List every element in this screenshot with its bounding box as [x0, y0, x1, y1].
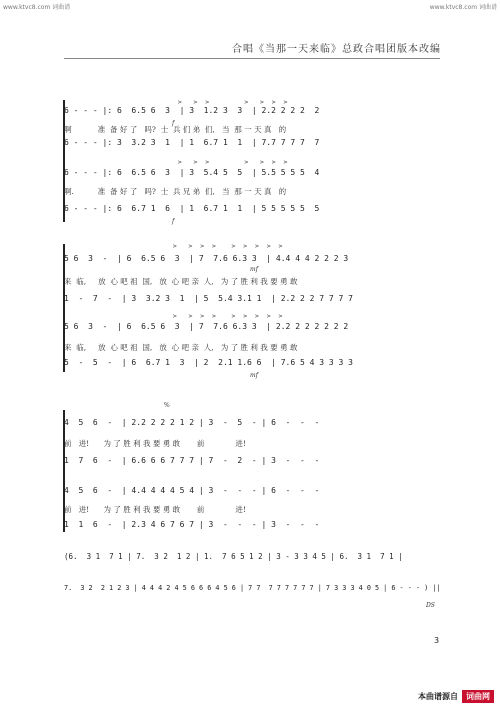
- lyric-row-2: 前 进! 为 了 胜 利 我 要 勇 敢 前 进!: [64, 505, 246, 514]
- page-number: 3: [434, 636, 440, 645]
- part-row-3: 5 6 3 - | 6 6.5 6 3 | 7 7.6 6.3 3 | 2.2 2 2 2 2 2 2: [64, 322, 349, 331]
- dynamic-mark: mf: [250, 266, 258, 273]
- interlude-row-1: (6. 3 1 7 1 | 7. 3 2 1 2 | 1. 7 6 5 1 2 | 3 - 3 3 4 5 | 6. 3 1 7 1 |: [64, 552, 403, 561]
- part-row-4: 5 - 5 - | 6 6.7 1 3 | 2 2.1 1.6 6 | 7.6 5 4 3 3 3 3: [64, 358, 353, 367]
- footer-logo[interactable]: 词曲网: [462, 690, 494, 703]
- part-row-1: 6 - - - |: 6 6.5 6 3 | 3 1.2 3 3 | 2.2 2 2 2 2: [64, 106, 320, 115]
- lyric-row-2: 来 临, 放 心 吧 祖 国, 放 心 吧 亲 人, 为 了 胜 利 我 要 勇 敢: [64, 343, 298, 352]
- accent-marks: > > > > > > > > >: [165, 312, 283, 320]
- part-row-1: 4 5 6 - | 2.2 2 2 2 1 2 | 3 - 5 - | 6 - - -: [64, 418, 320, 427]
- header-rule: [64, 58, 440, 59]
- lyric-row-1: 前 进! 为 了 胜 利 我 要 勇 敢 前 进!: [64, 439, 246, 448]
- ds-marker: DS: [426, 602, 435, 609]
- accent-marks: > > > > > > >: [170, 158, 288, 166]
- watermark-right: www.ktvc8.com 词曲谱: [429, 4, 497, 11]
- dynamic-mark: f: [172, 120, 175, 127]
- accent-marks: > > > > > > > > >: [165, 242, 283, 250]
- part-row-4: 1 1 6 - | 2.3 4 6 7 6 7 | 3 - - - | 3 - - -: [64, 520, 320, 529]
- page-title: 合唱《当那一天来临》总政合唱团版本改编: [232, 44, 441, 55]
- accent-marks: > > > > > > >: [170, 98, 288, 106]
- lyric-row-1: 来 临, 放 心 吧 祖 国, 放 心 吧 亲 人, 为 了 胜 利 我 要 勇 敢: [64, 277, 298, 286]
- dynamic-mark: f: [172, 218, 175, 225]
- segno-marker: %: [164, 402, 170, 409]
- part-row-2: 6 - - - |: 3 3.2 3 1 | 1 6.7 1 1 | 7.7 7 7 7 7: [64, 138, 320, 147]
- footer: [418, 690, 494, 703]
- interlude-row-2: 7. 3 2 2 1 2 3 | 4 4 4 2 4 5 6 6 6 4 5 6 | 7 7 7 7 7 7 7 7 | 7 3 3 3 4 0 5 | 6 - - - ) ||: [64, 584, 441, 592]
- lyric-row-1: 啊 准 备 好 了 吗? 士 兵 们 弟 们, 当 那 一 天 真 的: [64, 125, 287, 134]
- part-row-3: 6 - - - |: 6 6.5 6 3 | 3 5.4 5 5 | 5.5 5 5 5 4: [64, 168, 320, 177]
- part-row-1: 5 6 3 - | 6 6.5 6 3 | 7 7.6 6.3 3 | 4.4 4 4 2 2 2 3: [64, 254, 349, 263]
- part-row-3: 4 5 6 - | 4.4 4 4 4 5 4 | 3 - - - | 6 - - -: [64, 486, 320, 495]
- part-row-2: 1 7 6 - | 6.6 6 6 7 7 7 | 7 - 2 - | 3 - - -: [64, 456, 320, 465]
- watermark-left: www.ktvc8.com 词曲谱: [3, 4, 71, 11]
- part-row-2: 1 - 7 - | 3 3.2 3 1 | 5 5.4 3.1 1 | 2.2 2 2 7 7 7 7: [64, 294, 353, 303]
- lyric-row-2: 啊. 准 备 好 了 吗? 士 兵 兄 弟 们, 当 那 一 天 真 的: [64, 187, 287, 196]
- dynamic-mark: mf: [250, 372, 258, 379]
- footer-brand: 本曲谱源自: [418, 692, 458, 701]
- part-row-4: 6 - - - |: 6 6.7 1 6 | 1 6.7 1 1 | 5 5 5 5 5 5: [64, 204, 320, 213]
